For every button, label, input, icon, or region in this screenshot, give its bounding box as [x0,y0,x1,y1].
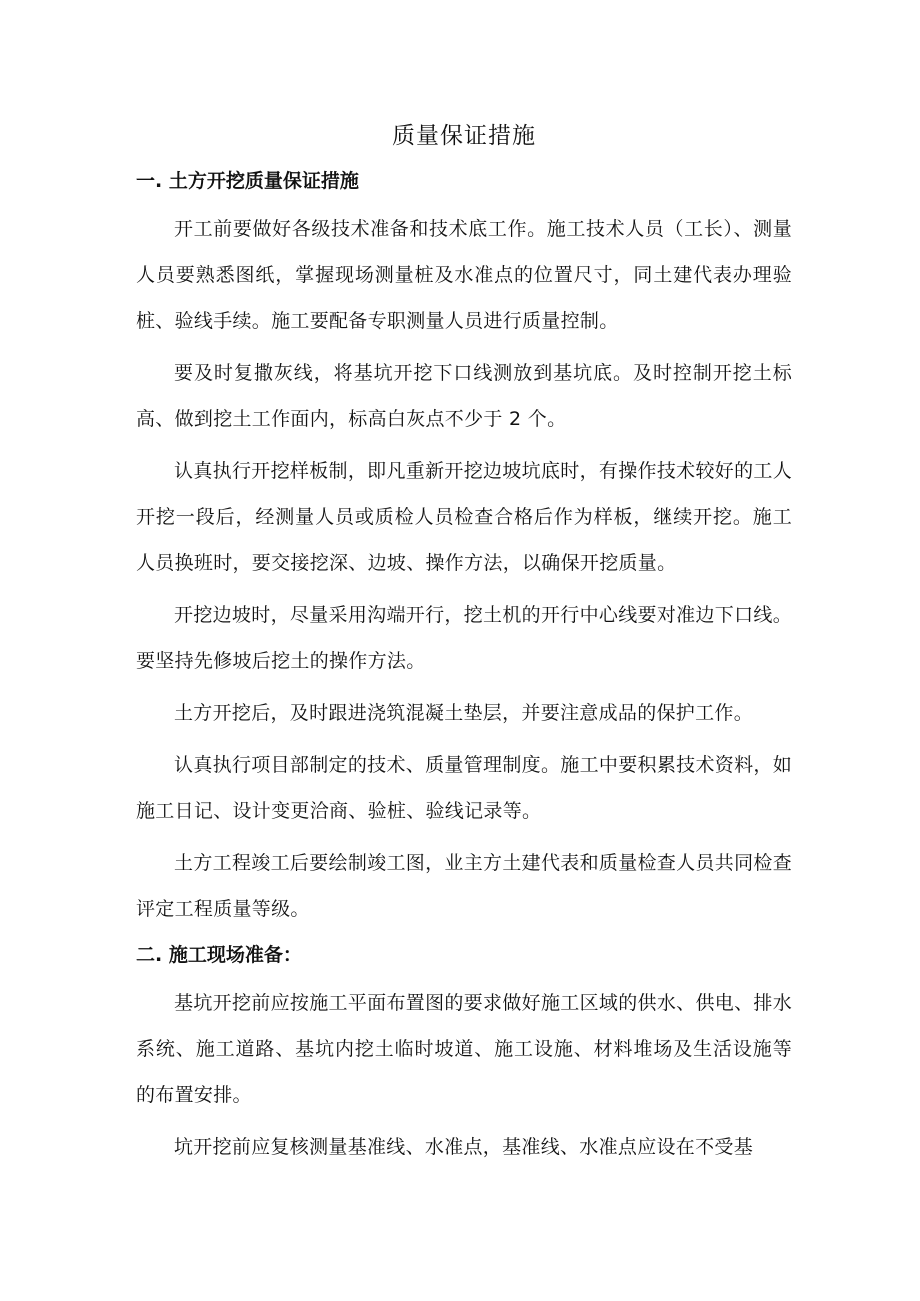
section-heading-site-preparation: 二. 施工现场准备： [136,944,302,966]
section-site-preparation [136,938,792,1170]
paragraph: 认真执行开挖样板制，即凡重新开挖边坡坑底时，有操作技术较好的工人开挖一段后，经测量人员或质检人员检查合格后作为样板，继续开挖。施工人员换班时，要交接挖深、边坡、操作方法，以确保开挖质量。 [136,460,792,574]
paragraph: 认真执行项目部制定的技术、质量管理制度。施工中要积累技术资料，如施工日记、设计变更洽商、验桩、验线记录等。 [136,754,792,822]
paragraph: 开工前要做好各级技术准备和技术底工作。施工技术人员（工长）、测量人员要熟悉图纸，掌握现场测量桩及水准点的位置尺寸，同土建代表办理验桩、验线手续。施工要配备专职测量人员进行质量控制。 [136,218,792,332]
paragraph: 开挖边坡时，尽量采用沟端开行，挖土机的开行中心线要对准边下口线。要坚持先修坡后挖土的操作方法。 [136,604,792,672]
paragraph: 土方开挖后，及时跟进浇筑混凝土垫层，并要注意成品的保护工作。 [174,702,754,724]
paragraph: 基坑开挖前应按施工平面布置图的要求做好施工区域的供水、供电、排水系统、施工道路、基坑内挖土临时坡道、施工设施、材料堆场及生活设施等的布置安排。 [136,992,792,1106]
paragraph: 要及时复撒灰线，将基坑开挖下口线测放到基坑底。及时控制开挖土标高、做到挖土工作面内，标高白灰点不少于 2 个。 [136,362,792,430]
paragraph: 土方工程竣工后要绘制竣工图，业主方土建代表和质量检查人员共同检查评定工程质量等级。 [136,852,792,920]
section-earthwork [136,164,792,932]
paragraph: 坑开挖前应复核测量基准线、水准点，基准线、水准点应设在不受基 [174,1136,754,1158]
section-heading-earthwork: 一. 土方开挖质量保证措施 [136,170,359,192]
document-title: 质量保证措施 [392,123,536,149]
